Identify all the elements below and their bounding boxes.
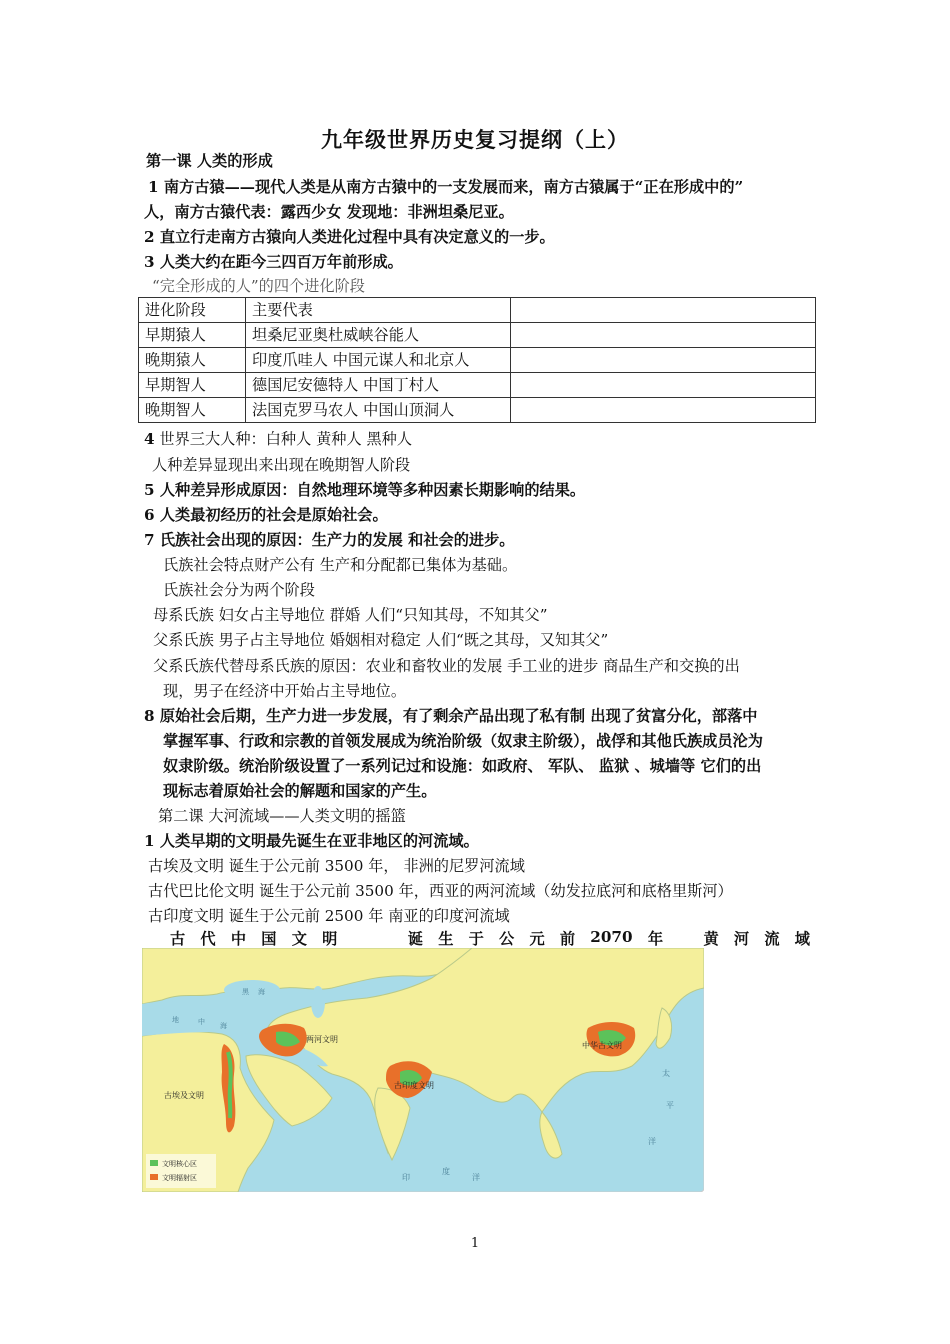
china-char: 古 — [170, 930, 186, 948]
map-svg — [142, 948, 704, 1192]
map-label-pacific-3: 洋 — [648, 1137, 656, 1146]
map-label-med-1: 地 — [172, 1017, 179, 1024]
table-cell — [511, 348, 816, 373]
legend-radiation-swatch — [150, 1174, 158, 1180]
lesson1-p7e: 父系氏族 男子占主导地位 婚姻相对稳定 人们“既之其母，又知其父” — [153, 631, 609, 649]
table-cell — [511, 373, 816, 398]
map-egypt-core — [228, 1052, 231, 1118]
map-label-indian-3: 洋 — [472, 1173, 480, 1182]
china-char: 于 — [468, 930, 484, 948]
table-row — [139, 323, 816, 348]
lesson1-p1b: 人，南方古猿代表：露西少女 发现地：非洲坦桑尼亚。 — [144, 203, 514, 221]
map-label-india: 古印度文明 — [394, 1081, 434, 1090]
lesson1-p1a: 1 南方古猿——现代人类是从南方古猿中的一支发展而来，南方古猿属于“正在形成中的” — [148, 178, 744, 196]
china-char: 生 — [438, 930, 454, 948]
table-header-cell — [511, 298, 816, 323]
lesson1-p5: 5 人种差异形成原因：自然地理环境等多种因素长期影响的结果。 — [144, 481, 586, 499]
table-cell: 晚期智人 — [139, 398, 246, 423]
lesson1-p7c: 氏族社会分为两个阶段 — [163, 581, 315, 599]
table-cell: 印度爪哇人 中国元谋人和北京人 — [246, 348, 511, 373]
map-label-china: 中华古文明 — [582, 1041, 622, 1050]
evolution-stages-table — [138, 297, 816, 423]
lesson1-p7b: 氏族社会特点财产公有 生产和分配都已集体为基础。 — [163, 556, 518, 574]
map-label-egypt: 古埃及文明 — [164, 1091, 204, 1100]
lesson1-p7d: 母系氏族 妇女占主导地位 群婚 人们“只知其母，不知其父” — [153, 606, 548, 624]
lesson1-p4b: 人种差异显现出来出现在晚期智人阶段 — [152, 456, 411, 474]
map-sea-caspian — [311, 986, 325, 1018]
map-label-mesopotamia: 两河文明 — [306, 1035, 338, 1044]
lesson1-p7g: 现，男子在经济中开始占主导地位。 — [163, 682, 406, 700]
table-header-cell: 进化阶段 — [139, 298, 246, 323]
china-char: 河 — [733, 930, 750, 948]
lesson1-p7: 7 氏族社会出现的原因：生产力的发展 和社会的进步。 — [144, 531, 515, 549]
lesson1-p4: 4 世界三大人种：白种人 黄种人 黑种人 — [144, 430, 413, 448]
table-cell: 早期智人 — [139, 373, 246, 398]
lesson2-p1: 1 人类早期的文明最先诞生在亚非地区的河流域。 — [144, 832, 479, 850]
lesson1-p2: 2 直立行走南方古猿向人类进化过程中具有决定意义的一步。 — [144, 228, 555, 246]
china-char: 明 — [322, 930, 338, 948]
map-label-indian-2: 度 — [442, 1167, 450, 1176]
china-char: 黄 — [703, 930, 719, 948]
map-sea-black — [224, 980, 280, 1000]
china-char: 2070 — [590, 928, 633, 946]
china-char: 代 — [200, 930, 216, 948]
map-legend-bg — [146, 1154, 216, 1188]
china-char: 年 — [647, 930, 663, 948]
table-caption: “完全形成的人”的四个进化阶段 — [152, 277, 365, 295]
table-header-cell: 主要代表 — [246, 298, 511, 323]
lesson1-p8d: 现标志着原始社会的解题和国家的产生。 — [163, 782, 437, 800]
china-char: 流 — [764, 930, 780, 948]
lesson2-babylon: 古代巴比伦文明 诞生于公元前 3500 年，西亚的两河流域（幼发拉底河和底格里斯河） — [148, 882, 733, 900]
legend-core-label: 文明核心区 — [162, 1161, 197, 1168]
map-label-pacific-2: 平 — [666, 1101, 674, 1110]
lesson1-p6: 6 人类最初经历的社会是原始社会。 — [144, 506, 388, 524]
china-char: 国 — [261, 930, 277, 948]
map-label-med-2: 中 — [198, 1019, 205, 1026]
lesson1-heading: 第一课 人类的形成 — [146, 152, 273, 170]
table-cell: 早期猿人 — [139, 323, 246, 348]
table-cell: 法国克罗马农人 中国山顶洞人 — [246, 398, 511, 423]
lesson1-p4-visible: 世界三大人种：白种人 黄种人 黑种人 — [159, 430, 413, 448]
document-title: 九年级世界历史复习提纲（上） — [321, 127, 629, 152]
map-label-black-sea-2: 海 — [258, 989, 265, 996]
china-char: 诞 — [407, 930, 423, 948]
map-label-pacific-1: 太 — [662, 1069, 670, 1078]
table-cell — [511, 323, 816, 348]
table-cell: 德国尼安德特人 中国丁村人 — [246, 373, 511, 398]
page-number: 1 — [470, 1236, 480, 1251]
china-char: 域 — [794, 930, 810, 948]
table-cell — [511, 398, 816, 423]
table-cell: 晚期猿人 — [139, 348, 246, 373]
legend-radiation-label: 文明辐射区 — [162, 1175, 197, 1182]
china-char: 元 — [529, 930, 545, 948]
lesson2-india: 古印度文明 诞生于公元前 2500 年 南亚的印度河流域 — [148, 907, 510, 925]
lesson2-egypt: 古埃及文明 诞生于公元前 3500 年， 非洲的尼罗河流域 — [148, 857, 525, 875]
map-label-med-3: 海 — [220, 1023, 227, 1030]
china-char: 文 — [291, 930, 307, 948]
china-char: 前 — [559, 930, 576, 948]
china-gap — [353, 928, 393, 949]
map-label-black-sea-1: 黑 — [242, 989, 249, 996]
lesson1-p7f: 父系氏族代替母系氏族的原因：农业和畜牧业的发展 手工业的进步 商品生产和交换的出 — [153, 657, 740, 675]
table-cell: 坦桑尼亚奥杜威峡谷能人 — [246, 323, 511, 348]
map-legend — [146, 1154, 216, 1188]
ancient-civilizations-map — [142, 948, 704, 1192]
lesson1-p8b: 掌握军事、行政和宗教的首领发展成为统治阶级（奴隶主阶级），战俘和其他氏族成员沦为 — [163, 732, 763, 750]
table-row — [139, 348, 816, 373]
legend-core-swatch — [150, 1160, 158, 1166]
china-gap — [678, 928, 688, 949]
table-header-row — [139, 298, 816, 323]
china-char: 公 — [499, 930, 515, 948]
lesson2-heading: 第二课 大河流域——人类文明的摇篮 — [158, 807, 406, 825]
lesson1-p8a: 8 原始社会后期，生产力进一步发展，有了剩余产品出现了私有制 出现了贫富分化，部落中 — [144, 707, 758, 725]
map-label-indian-1: 印 — [402, 1173, 410, 1182]
china-char: 中 — [230, 930, 247, 948]
lesson1-p8c: 奴隶阶级。统治阶级设置了一系列记过和设施：如政府、 军队、 监狱 、城墙等 它们的出 — [163, 757, 762, 775]
lesson1-p3: 3 人类大约在距今三四百万年前形成。 — [144, 253, 403, 271]
table-row — [139, 373, 816, 398]
table-row — [139, 398, 816, 423]
lesson2-china-line — [170, 928, 810, 949]
